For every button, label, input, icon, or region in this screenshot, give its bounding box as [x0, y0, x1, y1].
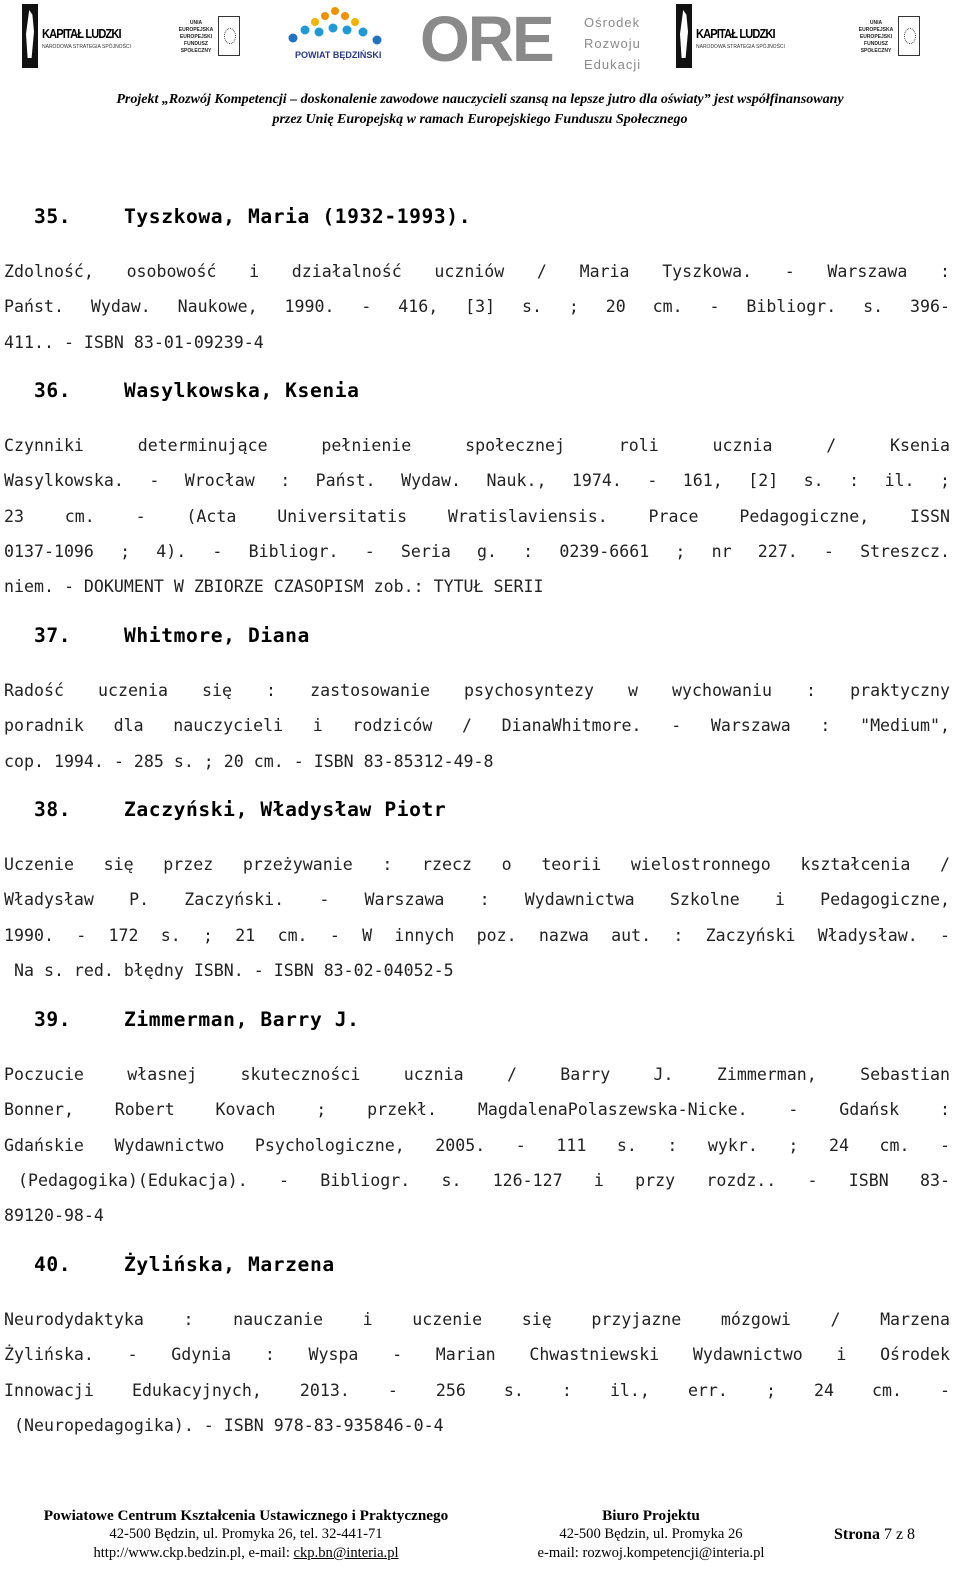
kapital-ludzki-text: KAPITAŁ LUDZKI — [42, 26, 121, 41]
powiat-bedzinski-logo — [285, 6, 385, 68]
entry-number: 36. — [34, 379, 72, 402]
entry-number: 38. — [34, 798, 72, 821]
entry-description: Czynniki determinujące pełnienie społecznej roli ucznia / Ksenia Wasylkowska. - Wrocław : Państ. Wydaw. Nauk., 1974. - 161, [2] s. : il. ; 23 cm. - (Acta Universitatis Wratislaviensis. Prace Pedagogiczne, ISSN 0137-1096 ; 4). - Bibliogr. - Seria g. : 0239-6661 ; nr 227. - Streszcz. niem. - DOKUMENT W ZBIORZE CZASOPISM zob.: TYTUŁ SERII — [4, 436, 950, 597]
eu-flag-icon — [898, 16, 920, 56]
footer-office-address: 42-500 Będzin, ul. Promyka 26 — [559, 1526, 743, 1542]
eu-logo — [176, 14, 240, 64]
entry-author: Zaczyński, Władysław Piotr — [124, 798, 447, 821]
kapital-ludzki-subtext: NARODOWA STRATEGIA SPÓJNOŚCI — [42, 44, 131, 50]
eu-logo-text: UNIA EUROPEJSKA EUROPEJSKI FUNDUSZ SPOŁECZNY — [858, 20, 894, 54]
eu-logo-2 — [856, 14, 920, 64]
footer-email-link[interactable]: ckp.bn@interia.pl — [293, 1545, 399, 1561]
powiat-dots-icon — [285, 6, 385, 46]
entry-author: Żylińska, Marzena — [124, 1253, 335, 1276]
entry-author: Zimmerman, Barry J. — [124, 1008, 360, 1031]
entry-description: Neurodydaktyka : nauczanie i uczenie się przyjazne mózgowi / Marzena Żylińska. - Gdynia : Wyspa - Marian Chwastniewski Wydawnictwo i Ośrodek Innowacji Edukacyjnych, 2013. - 256 s. : il., err. ; 24 cm. - (Neuropedagogika). - ISBN 978-83-935846-0-4 — [4, 1310, 950, 1435]
entry-description: Poczucie własnej skuteczności ucznia / Barry J. Zimmerman, Sebastian Bonner, Robert Kovach ; przekł. MagdalenaPolaszewska-Nicke. - Gdańsk : Gdańskie Wydawnictwo Psychologiczne, 2005. - 111 s. : wykr. ; 24 cm. - (Pedagogika)(Edukacja). - Bibliogr. s. 126-127 i przy rozdz.. - ISBN 83- 89120-98-4 — [4, 1065, 950, 1226]
footer-institution-address: 42-500 Będzin, ul. Promyka 26, tel. 32-441-71 — [109, 1526, 383, 1542]
footer-office-title: Biuro Projektu — [602, 1507, 700, 1524]
entry-number: 40. — [34, 1253, 72, 1276]
header-logos — [0, 0, 960, 88]
footer-office-email: e-mail: rozwoj.kompetencji@interia.pl — [537, 1545, 765, 1561]
entry-heading — [34, 798, 446, 821]
kapital-ludzki-text: KAPITAŁ LUDZKI — [696, 26, 775, 41]
project-statement: Projekt „Rozwój Kompetencji – doskonalenie zawodowe nauczycieli szansą na lepsze jutro dla oświaty” jest współfinansowany przez Unię Europejską w ramach Europejskiego Funduszu Społecznego — [116, 92, 844, 127]
entry-description: Zdolność, osobowość i działalność uczniów / Maria Tyszkowa. - Warszawa : Państ. Wydaw. Naukowe, 1990. - 416, [3] s. ; 20 cm. - Bibliogr. s. 396- 411.. - ISBN 83-01-09239-4 — [4, 262, 950, 352]
kapital-ludzki-emblem-icon — [22, 4, 38, 68]
entry-heading — [34, 624, 310, 647]
kapital-ludzki-logo-2 — [676, 4, 785, 68]
entry-author: Wasylkowska, Ksenia — [124, 379, 360, 402]
entry-number: 37. — [34, 624, 72, 647]
footer-institution-contact — [20, 1544, 472, 1563]
kapital-ludzki-emblem-icon — [676, 4, 692, 68]
entry-description: Uczenie się przez przeżywanie : rzecz o teorii wielostronnego kształcenia / Władysław P. Zaczyński. - Warszawa : Wydawnictwa Szkolne i Pedagogiczne, 1990. - 172 s. ; 21 cm. - W innych poz. nazwa aut. : Zaczyński Władysław. - Na s. red. błędny ISBN. - ISBN 83-02-04052-5 — [4, 855, 950, 980]
entry-heading — [34, 379, 360, 402]
footer-project-office — [516, 1506, 786, 1563]
ore-logo — [420, 3, 650, 75]
entry-number: 35. — [34, 205, 72, 228]
footer-institution-name: Powiatowe Centrum Kształcenia Ustawicznego i Praktycznego — [43, 1507, 449, 1524]
entry-heading — [34, 205, 471, 228]
entry-number: 39. — [34, 1008, 72, 1031]
footer-website[interactable]: http://www.ckp.bedzin.pl, e-mail: — [93, 1545, 294, 1561]
ore-logo-mark: ORE — [420, 3, 553, 75]
entry-author: Whitmore, Diana — [124, 624, 310, 647]
eu-logo-text: UNIA EUROPEJSKA EUROPEJSKI FUNDUSZ SPOŁECZNY — [178, 20, 214, 54]
powiat-logo-text: POWIAT BĘDZIŃSKI — [295, 50, 382, 60]
kapital-ludzki-logo — [22, 4, 131, 68]
entry-heading — [34, 1008, 360, 1031]
ore-logo-words: Ośrodek Rozwoju Edukacji — [584, 15, 642, 72]
entry-author: Tyszkowa, Maria (1932-1993). — [124, 205, 472, 228]
page-number: Strona 7 z 8 — [834, 1526, 916, 1543]
entry-description: Radość uczenia się : zastosowanie psychosyntezy w wychowaniu : praktyczny poradnik dla nauczycieli i rodziców / DianaWhitmore. - Warszawa : "Medium", cop. 1994. - 285 s. ; 20 cm. - ISBN 83-85312-49-8 — [4, 681, 950, 771]
footer-institution — [20, 1506, 472, 1563]
eu-flag-icon — [218, 16, 240, 56]
entry-heading — [34, 1253, 335, 1276]
kapital-ludzki-subtext: NARODOWA STRATEGIA SPÓJNOŚCI — [696, 44, 785, 50]
